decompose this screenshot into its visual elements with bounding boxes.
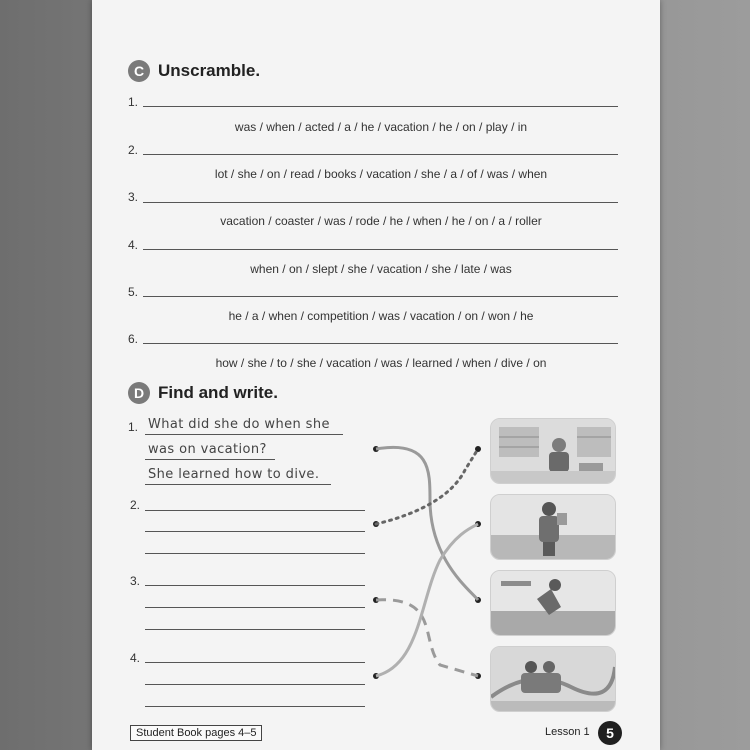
book-reference: Student Book pages 4–5 xyxy=(130,725,262,741)
section-d-badge: D xyxy=(128,382,150,404)
item-number: 2. xyxy=(130,498,141,512)
example-line-2: was on vacation? xyxy=(148,442,267,457)
page-number: 5 xyxy=(598,721,622,745)
example-line-3: She learned how to dive. xyxy=(148,467,320,482)
scrambled-words: lot / she / on / read / books / vacation / she / a / of / was / when xyxy=(214,167,548,181)
item-number: 6. xyxy=(128,332,139,346)
scrambled-words: vacation / coaster / was / rode / he / when / he / on / a / roller xyxy=(220,214,542,228)
item-number: 3. xyxy=(128,190,139,204)
scrambled-words: he / a / when / competition / was / vacation / on / won / he xyxy=(228,309,534,323)
scrambled-words: when / on / slept / she / vacation / she / late / was xyxy=(250,262,512,276)
match-line-dotted xyxy=(376,449,478,524)
section-c-badge: C xyxy=(128,60,150,82)
example-line-1: What did she do when she xyxy=(148,417,330,432)
item-number: 4. xyxy=(130,651,141,665)
item-number: 5. xyxy=(128,285,139,299)
section-c-heading: Unscramble. xyxy=(158,61,261,80)
section-d-heading: Find and write. xyxy=(158,383,278,402)
match-line-light xyxy=(376,524,478,676)
item-number: 4. xyxy=(128,238,139,252)
lesson-label: Lesson 1 xyxy=(545,726,590,738)
item-number: 3. xyxy=(130,574,141,588)
match-line-solid xyxy=(376,447,478,600)
scrambled-words: was / when / acted / a / he / vacation / he / on / play / in xyxy=(234,120,528,134)
example-number: 1. xyxy=(128,420,139,434)
scrambled-words: how / she / to / she / vacation / was / learned / when / dive / on xyxy=(215,356,547,370)
item-number: 2. xyxy=(128,143,139,157)
item-number: 1. xyxy=(128,95,139,109)
match-line-dashed xyxy=(376,600,478,676)
